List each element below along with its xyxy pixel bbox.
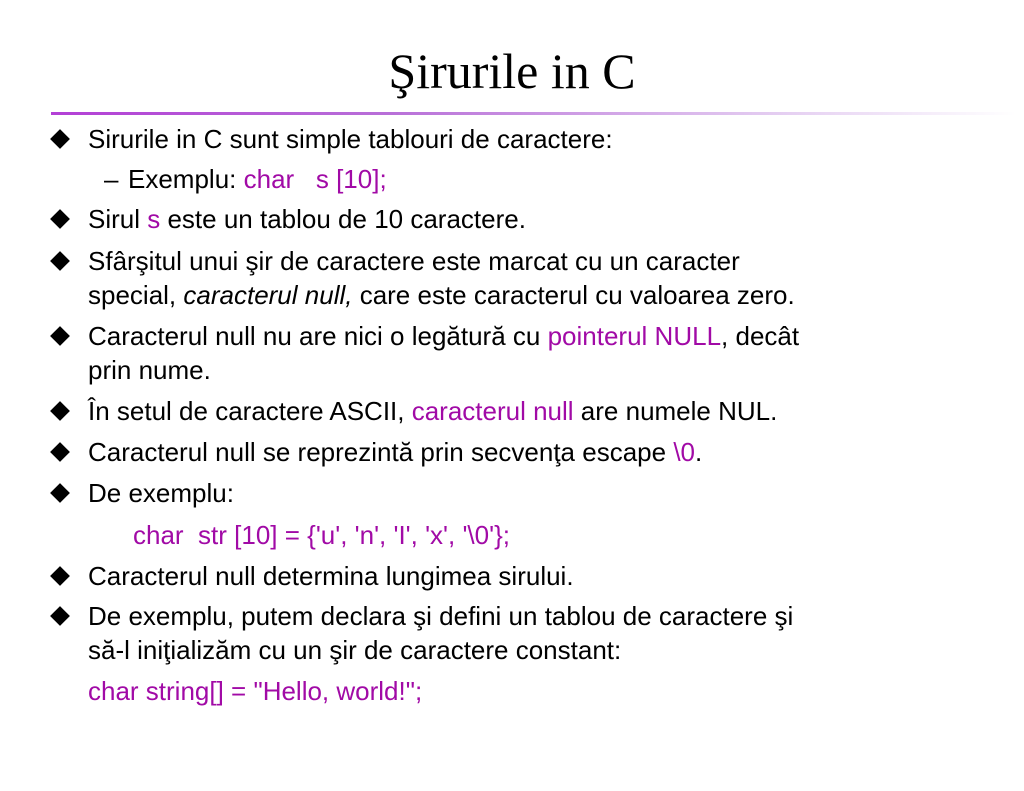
diamond-bullet-icon xyxy=(50,483,70,503)
dash-icon: – xyxy=(104,164,119,194)
bullet-4-pre: Caracterul null nu are nici o legătură cu xyxy=(88,321,548,351)
code-example-1: char str [10] = {'u', 'n', 'I', 'x', '\0'}; xyxy=(133,520,510,550)
bullet-3-line-1: Sfârşitul unui şir de caractere este marcat cu un caracter xyxy=(88,246,740,276)
bullet-5-highlight: caracterul null xyxy=(411,396,574,426)
bullet-4-post: , decât xyxy=(721,321,800,351)
bullet-3-post: care este caracterul cu valoarea zero. xyxy=(352,280,795,310)
diamond-bullet-icon xyxy=(50,251,70,271)
bullet-2-highlight: s xyxy=(147,204,161,234)
bullet-4-highlight: pointerul NULL xyxy=(547,321,722,351)
sub-bullet-1 xyxy=(104,162,387,196)
bullet-3-line-2 xyxy=(88,278,795,312)
bullet-6-text xyxy=(88,435,702,469)
bullet-6-post: . xyxy=(695,437,703,467)
bullet-5-post: are numele NUL. xyxy=(573,396,778,426)
bullet-9-line-2: să-l iniţializăm cu un şir de caractere constant: xyxy=(88,635,622,665)
code-example-2: char string[] = "Hello, world!"; xyxy=(88,676,423,706)
bullet-4-line-1 xyxy=(88,319,799,353)
bullet-5-pre: În setul de caractere ASCII, xyxy=(88,396,412,426)
diamond-bullet-icon xyxy=(50,401,70,421)
diamond-bullet-icon xyxy=(50,326,70,346)
bullet-8-text: Caracterul null determina lungimea sirului. xyxy=(88,561,574,591)
bullet-2-text xyxy=(88,202,526,236)
bullet-7-text: De exemplu: xyxy=(88,478,234,508)
diamond-bullet-icon xyxy=(50,129,70,149)
slide-title: Şirurile in C xyxy=(388,43,636,99)
bullet-6-highlight: \0 xyxy=(673,437,695,467)
code-declaration: char s [10]; xyxy=(243,164,387,194)
bullet-1-text: Sirurile in C sunt simple tablouri de caractere: xyxy=(88,124,613,154)
diamond-bullet-icon xyxy=(50,442,70,462)
bullet-2-pre: Sirul xyxy=(88,204,148,234)
bullet-5-text xyxy=(88,394,777,428)
diamond-bullet-icon xyxy=(50,209,70,229)
bullet-4-line-2: prin nume. xyxy=(88,355,211,385)
title-divider xyxy=(51,112,1016,115)
diamond-bullet-icon xyxy=(50,606,70,626)
sub-bullet-1-label: Exemplu: xyxy=(128,164,244,194)
bullet-3-pre: special, xyxy=(88,280,184,310)
bullet-6-pre: Caracterul null se reprezintă prin secvenţa escape xyxy=(88,437,674,467)
diamond-bullet-icon xyxy=(50,566,70,586)
bullet-2-post: este un tablou de 10 caractere. xyxy=(160,204,526,234)
bullet-3-italic: caracterul null, xyxy=(183,280,353,310)
bullet-9-line-1: De exemplu, putem declara şi defini un tablou de caractere şi xyxy=(88,601,794,631)
